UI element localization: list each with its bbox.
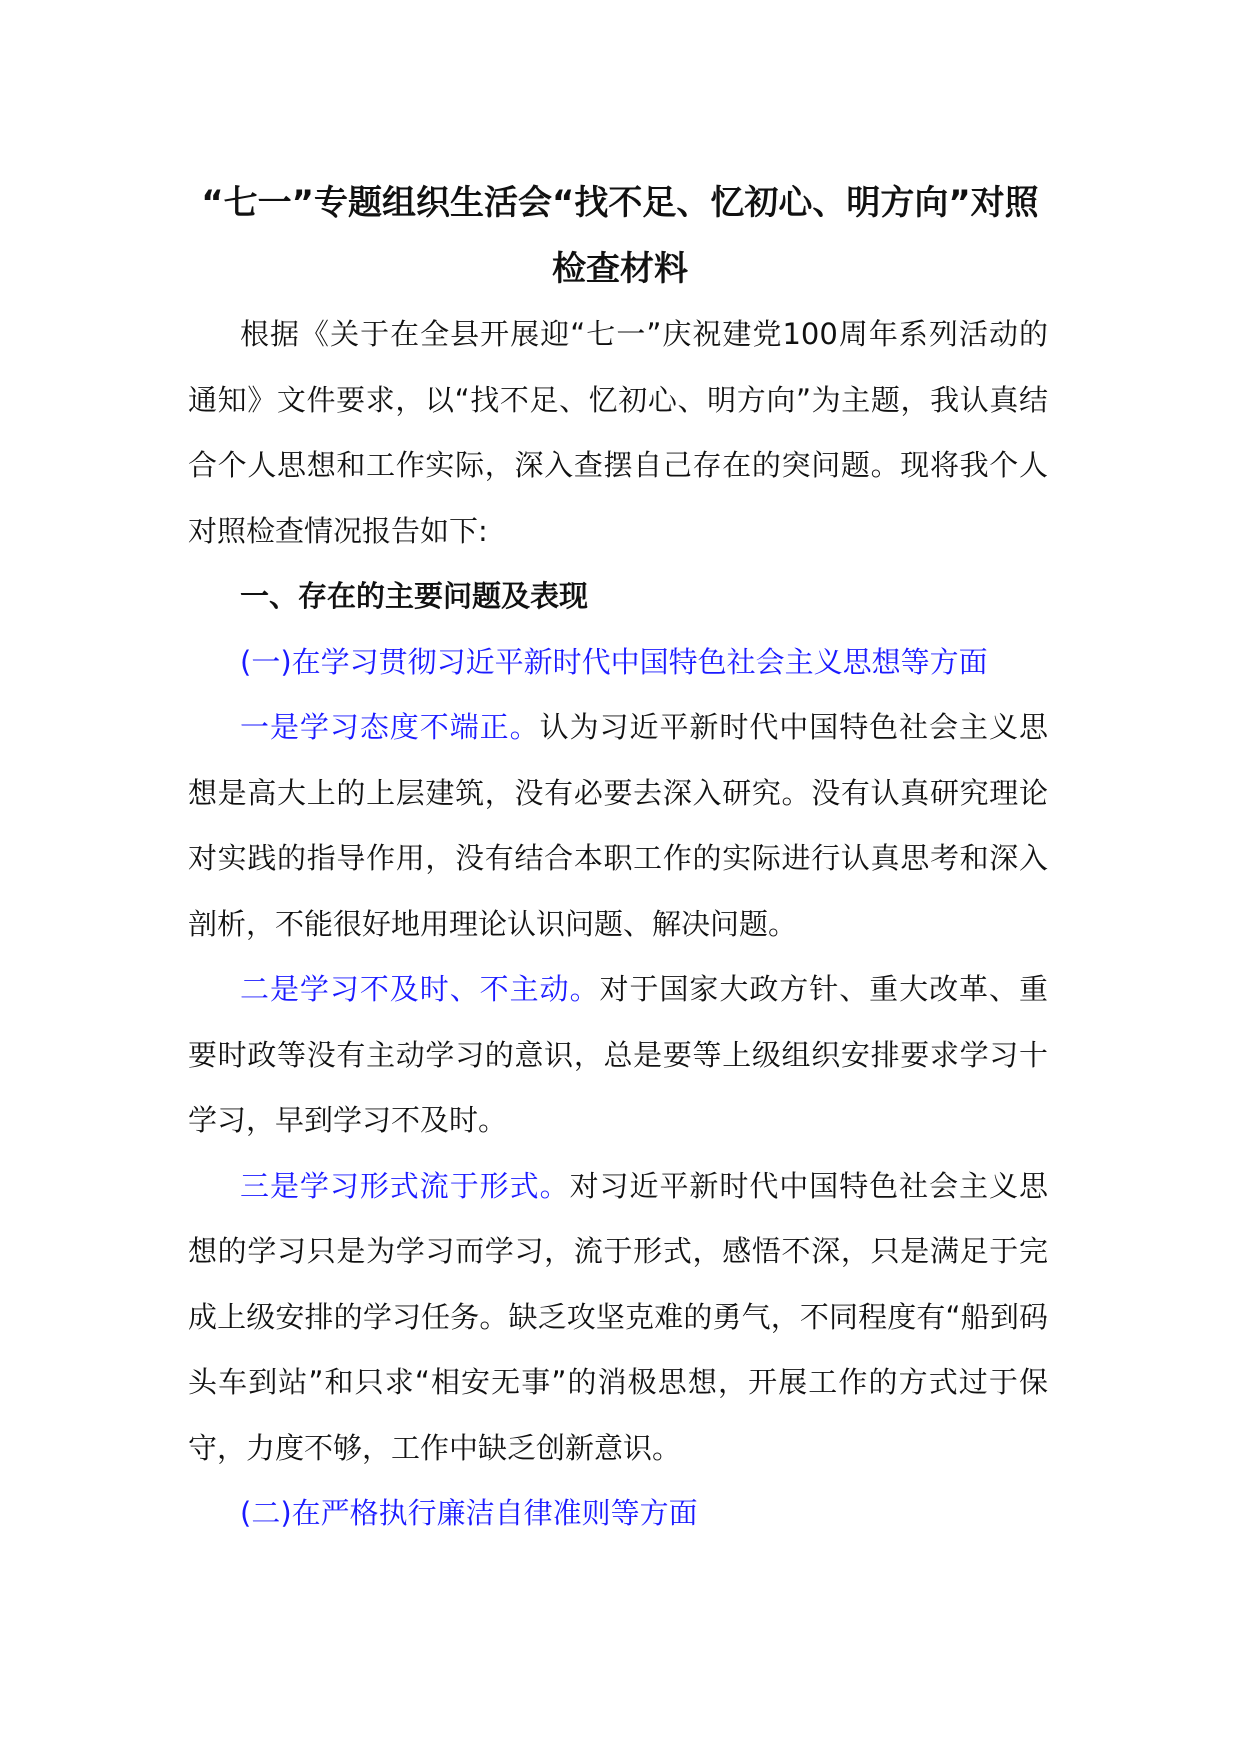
subsection-1-heading: (一)在学习贯彻习近平新时代中国特色社会主义思想等方面 <box>240 644 988 679</box>
item-2-text: 对于国家大政方针、重大改革、重要时政等没有主动学习的意识，总是要等上级组织安排要求学习十学习，早到学习不及时。 <box>188 972 1048 1137</box>
intro-paragraph: 根据《关于在全县开展迎“七一”庆祝建党100周年系列活动的通知》文件要求，以“找不足、忆初心、明方向”为主题，我认真结合个人思想和工作实际，深入查摆自己存在的突问题。现将我个人对照检查情况报告如下: <box>188 317 1048 548</box>
item-3-lead: 三是学习形式流于形式。 <box>240 1168 570 1203</box>
title-line-1: “七一”专题组织生活会“找不足、忆初心、明方向”对照 <box>201 183 1039 223</box>
item-1-lead: 一是学习态度不端正。 <box>240 710 540 744</box>
title-line-2: 检查材料 <box>552 249 688 289</box>
item-2-paragraph <box>188 957 1048 1154</box>
document-body <box>188 302 1048 1547</box>
section-1-heading: 一、存在的主要问题及表现 <box>240 579 589 613</box>
document-title <box>150 170 1090 302</box>
subsection-2-heading: (二)在严格执行廉洁自律准则等方面 <box>240 1496 698 1530</box>
item-3-text: 对习近平新时代中国特色社会主义思想的学习只是为学习而学习，流于形式，感悟不深，只是满足于完成上级安排的学习任务。缺乏攻坚克难的勇气，不同程度有“船到码头车到站”和只求“相安无事”的消极思想，开展工作的方式过于保守，力度不够，工作中缺乏创新意识。 <box>188 1168 1048 1465</box>
item-1-text: 认为习近平新时代中国特色社会主义思想是高大上的上层建筑，没有必要去深入研究。没有认真研究理论对实践的指导作用，没有结合本职工作的实际进行认真思考和深入剖析，不能很好地用理论认识问题、解决问题。 <box>188 710 1048 941</box>
item-2-lead: 二是学习不及时、不主动。 <box>240 972 600 1006</box>
item-1-paragraph <box>188 695 1048 957</box>
item-3-paragraph <box>188 1154 1048 1482</box>
